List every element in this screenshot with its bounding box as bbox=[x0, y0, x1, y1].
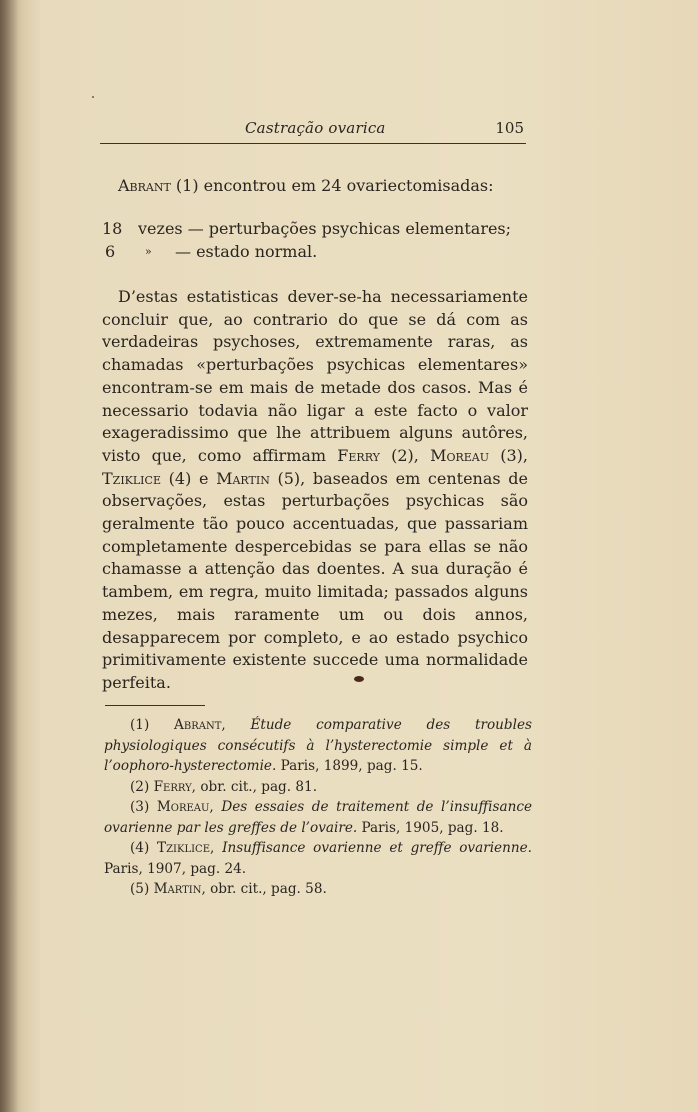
intro-author: Abrant bbox=[118, 176, 171, 195]
footnote bbox=[104, 838, 532, 879]
footnotes bbox=[104, 715, 532, 900]
citation-author: Tziklice bbox=[102, 468, 161, 488]
statistics-line bbox=[102, 240, 528, 263]
footnote-number: (3) bbox=[130, 799, 150, 815]
footnote-number: (5) bbox=[130, 881, 150, 897]
footnote bbox=[104, 777, 532, 798]
footnote-author: Martin, bbox=[153, 881, 206, 897]
citation-author: Ferry bbox=[337, 445, 380, 465]
statistics-text: — estado normal. bbox=[175, 242, 318, 261]
page-number: 105 bbox=[495, 119, 524, 137]
running-head bbox=[100, 115, 526, 144]
footnote-rule bbox=[105, 705, 205, 706]
statistics-count: 6 bbox=[105, 242, 116, 261]
footnote-details: obr. cit., pag. 58. bbox=[210, 881, 327, 897]
statistics-count: 18 bbox=[102, 219, 123, 238]
footnote bbox=[104, 879, 532, 900]
citation-ref: (5), bbox=[277, 468, 306, 488]
footnote bbox=[104, 797, 532, 838]
footnote-title: Des essaies de traitement de l’insuffisance ovarienne par les greffes de l’ovaire. bbox=[104, 799, 532, 836]
intro-paragraph bbox=[102, 174, 528, 197]
citation-ref: (2), bbox=[391, 445, 419, 465]
footnote bbox=[104, 715, 532, 777]
footnote-author: Moreau, bbox=[156, 799, 214, 815]
body-text bbox=[102, 174, 528, 695]
running-title: Castração ovarica bbox=[245, 119, 386, 137]
citation-ref: (4) e bbox=[168, 468, 209, 488]
footnote-author: Tziklice, bbox=[157, 840, 215, 856]
citation-ref: (3), bbox=[500, 445, 528, 465]
footnote-author: Abrant, bbox=[174, 717, 226, 733]
footnote-title: Étude comparative des troubles physiologiques consécutifs à l’hysterectomie simple et à l’oophoro-hysterectomie. bbox=[104, 717, 532, 774]
footnote-number: (1) bbox=[130, 717, 150, 733]
footnote-title: Insuffisance ovarienne et greffe ovarienne. bbox=[222, 840, 532, 856]
citation-author: Moreau bbox=[430, 445, 490, 465]
ditto-mark: » bbox=[145, 245, 152, 258]
citation-author: Martin bbox=[216, 468, 270, 488]
main-paragraph bbox=[102, 286, 528, 695]
paper-spot bbox=[92, 96, 94, 98]
footnote-number: (4) bbox=[130, 840, 150, 856]
footnote-details: Paris, 1905, pag. 18. bbox=[361, 819, 504, 836]
footnote-details: obr. cit., pag. 81. bbox=[200, 778, 318, 795]
intro-text: (1) encontrou em 24 ovariectomisadas: bbox=[175, 176, 494, 195]
paragraph-text: D’estas estatisticas dever-se-ha necessariamente concluir que, ao contrario do que se dá com as verdadeiras psychoses, extremamente raras, as chamadas «perturbações psychicas elementares» encontram-se em mais de metade dos casos. Mas é necessario todavia não ligar a este facto o valor exageradissimo que lhe attribuem alguns autôres, visto que, como affirmam bbox=[102, 287, 528, 465]
page-gutter-shadow bbox=[0, 0, 18, 1112]
footnote-author: Ferry, bbox=[153, 778, 196, 795]
statistics-text: vezes — perturbações psychicas elementares; bbox=[138, 219, 512, 238]
footnote-details: Paris, 1907, pag. 24. bbox=[104, 860, 247, 877]
statistics-line bbox=[102, 217, 528, 240]
footnote-number: (2) bbox=[130, 778, 150, 795]
footnote-details: Paris, 1899, pag. 15. bbox=[280, 758, 423, 774]
statistics-list bbox=[102, 217, 528, 263]
paragraph-text: baseados em centenas de observações, estas perturbações psychicas são geralmente tão pouco accentuadas, que passariam completamente despercebidas se para ellas se não chamasse a attenção das doentes. A sua duração é tambem, em regra, muito limitada; passados alguns mezes, mais raramente um ou dois annos, desapparecem por completo, e ao estado psychico primitivamente existente succede uma normalidade perfeita. bbox=[102, 468, 528, 692]
ink-blot bbox=[354, 676, 364, 682]
